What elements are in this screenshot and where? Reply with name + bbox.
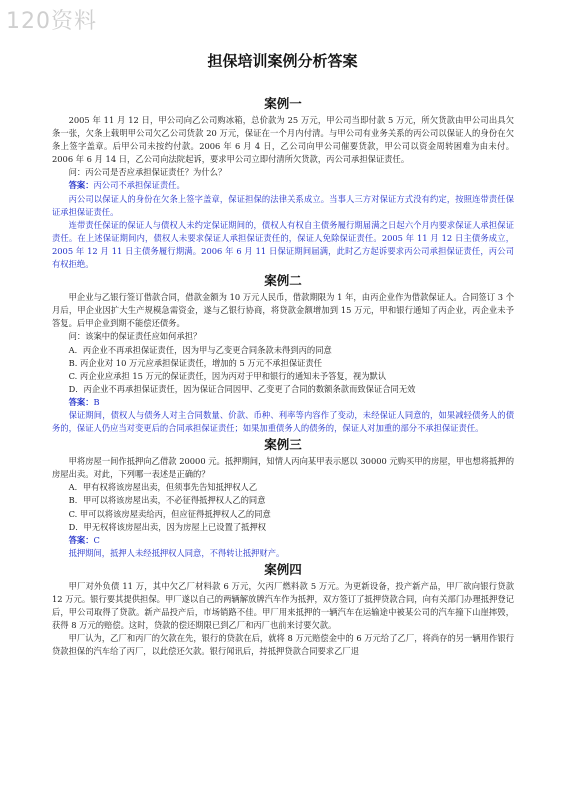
case-1-answer — [52, 179, 514, 192]
case-2-explain-1: 保证期间，债权人与债务人对主合同数量、价款、币种、利率等内容作了变动，未经保证人同意的，如果减轻债务人的债务的，保证人仍应当对变更后的合同承担保证责任；如果加重债务人的债务的，保证人对加重的部分不承担保证责任。 — [52, 409, 514, 434]
answer-text: 丙公司不承担保证责任。 — [93, 180, 185, 191]
case-2-option-d: D．丙企业不再承担保证责任，因为保证合同因甲、乙变更了合同的数额条款而致保证合同无效 — [68, 383, 416, 394]
answer-label: 答案： — [68, 534, 94, 545]
case-2-question: 问：该案中的保证责任应如何承担？ — [68, 331, 202, 342]
answer-text: C — [93, 534, 100, 545]
answer-label: 答案： — [68, 180, 94, 191]
case-3-explain-1: 抵押期间，抵押人未经抵押权人同意，不得转让抵押财产。 — [68, 547, 285, 558]
case-2-heading: 案例二 — [264, 273, 302, 289]
case-1-heading: 案例一 — [264, 96, 302, 111]
case-4-body: 甲厂对外负债 11 万，其中欠乙厂材料款 6 万元，欠丙厂燃料款 5 万元。为更新设备，投产新产品，甲厂欲向银行贷款 12 万元。银行要其提供担保。甲厂遂以自己的两辆解放牌汽车作为抵押，双方签订了抵押贷款合同，向有关部门办理抵押登记后，甲公司取得了贷款。新产品投产后，市场销路不佳。甲厂用来抵押的一辆汽车在运输途中被某公司的汽车撞下山崖摔毁，获得 8 万元的赔偿。这时，贷款的偿还期限已到乙厂和丙厂也前来讨要欠款。 — [52, 580, 514, 631]
case-1-body: 2005 年 11 月 12 日，甲公司向乙公司购冰箱，总价款为 25 万元，甲公司当即付款 5 万元，所欠货款由甲公司出具欠条一张，欠条上载明甲公司欠乙公司货款 20 万元，保证在一个月内付清。与甲公司有业务关系的丙公司以保证人的身份在欠条上签字盖章。后甲公司未按约付款。2006 年 6 月 4 日，乙公司向甲公司催要货款，甲公司以资金周转困难为由未付。2006 年 6 月 14 日，乙公司向法院起诉，要求甲公司立即付清所欠货款，丙公司承担保证责任。 — [52, 115, 514, 165]
answer-text: B — [93, 396, 100, 407]
case-1-explain-1: 丙公司以保证人的身份在欠条上签字盖章，保证担保的法律关系成立。当事人三方对保证方式没有约定，按照连带责任保证承担保证责任。 — [52, 193, 514, 217]
case-3-answer — [52, 534, 514, 547]
case-2-option-c: C. 丙企业应承担 15 万元的保证责任，因为丙对于甲和银行的通知未予答复，视为默认 — [68, 370, 387, 381]
watermark-logo: 120资料 — [6, 9, 97, 34]
page-title: 担保培训案例分析答案 — [207, 52, 358, 70]
case-1-question: 问：丙公司是否应承担保证责任？为什么？ — [68, 167, 227, 178]
case-2-option-b: B. 丙企业对 10 万元应承担保证责任，增加的 5 万元不承担保证责任 — [68, 357, 323, 368]
case-3-heading: 案例三 — [264, 437, 302, 453]
case-2-body: 甲企业与乙银行签订借款合同，借款金额为 10 万元人民币，借款期限为 1 年，由丙企业作为借款保证人。合同签订 3 个月后，甲企业因扩大生产规模急需资金，遂与乙银行协商，将贷款金额增加到 15 万元，甲和银行通知了丙企业，丙企业未予答复。后甲企业到期不能偿还债务。 — [52, 292, 514, 329]
case-3-option-a: A．甲有权将该房屋出卖，但须事先告知抵押权人乙 — [68, 482, 258, 493]
case-3-option-c: C. 甲可以将该房屋卖给丙，但应征得抵押权人乙的同意 — [68, 508, 271, 519]
case-2-answer — [52, 396, 514, 409]
case-3-option-b: B．甲可以将该房屋出卖，不必征得抵押权人乙的同意 — [68, 495, 266, 506]
case-4-heading: 案例四 — [264, 561, 302, 577]
answer-label: 答案： — [68, 396, 94, 407]
document-body — [52, 96, 514, 658]
case-1-explain-2: 连带责任保证的保证人与债权人未约定保证期间的，债权人有权自主债务履行期届满之日起六个月内要求保证人承担保证责任。在上述保证期间内，债权人未要求保证人承担保证责任的，保证人免除保证责任。2005 年 11 月 12 日主债务成立，2005 年 12 月 11 日主债务履行期满。2006 年 6 月 11 日保证期间届满，此时乙方起诉要求丙公司承担保证责任，丙公司有权拒绝。 — [52, 219, 514, 270]
case-4-body-2: 甲厂认为，乙厂和丙厂的欠款在先，银行的贷款在后，就将 8 万元赔偿金中的 6 万元给了乙厂，将尚存的另一辆用作银行贷款担保的汽车给了丙厂，以此偿还欠款。银行闻讯后，持抵押贷款合同要求乙厂退 — [52, 633, 514, 657]
case-2-option-a: A．丙企业不再承担保证责任，因为甲与乙变更合同条款未得到丙的同意 — [68, 344, 332, 355]
case-3-option-d: D．甲无权将该房屋出卖，因为房屋上已设置了抵押权 — [68, 521, 267, 532]
case-3-body: 甲将房屋一间作抵押向乙借款 20000 元。抵押期间，知情人丙向某甲表示愿以 30000 元购买甲的房屋，甲也想将抵押的房屋出卖。对此，下列哪一表述是正确的？ — [52, 456, 514, 480]
